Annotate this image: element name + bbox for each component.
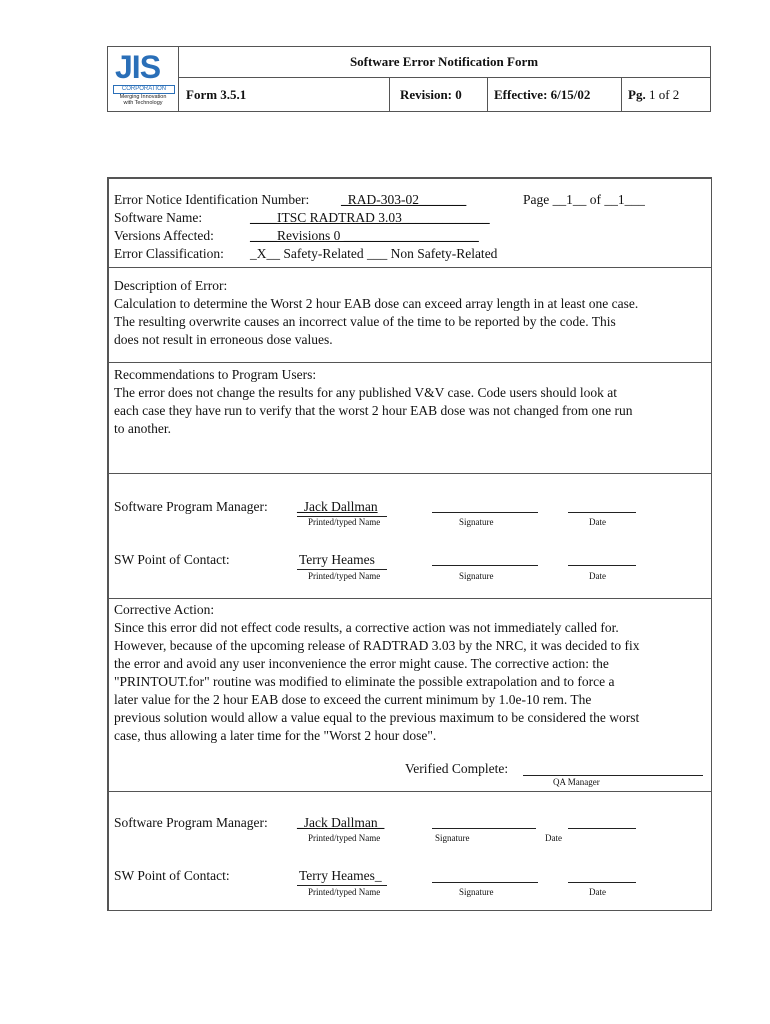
notice-id-label: Error Notice Identification Number: [114,192,310,207]
manager-date-line [568,828,636,829]
software-name-label: Software Name: [114,210,203,225]
form-header [107,46,711,112]
manager-signature-line [432,828,536,829]
corrective-line: "PRINTOUT.for" routine was modified to eliminate the possible extrapolation and to force a [114,674,615,689]
contact-name-line [297,569,387,570]
corrective-heading: Corrective Action: [114,602,215,617]
classification-label: Error Classification: [114,246,224,261]
description-line: does not result in erroneous dose values. [114,332,333,347]
recommendations-heading: Recommendations to Program Users: [114,367,317,382]
corrective-section [109,599,711,792]
manager-name: _Jack Dallman [297,499,378,514]
error-notification-form [107,177,712,911]
page-of-pages: Page __1__ of __1___ [523,192,645,207]
contact-signature-line [432,882,538,883]
corrective-line: case, thus allowing a later time for the "Worst 2 hour dose". [114,728,437,743]
recommendations-line: The error does not change the results for any published V&V case. Code users should look at [114,385,618,400]
page-count [622,78,710,111]
printed-name-caption: Printed/typed Name [308,887,381,897]
date-caption: Date [589,571,606,581]
contact-label: SW Point of Contact: [114,552,230,567]
recommendations-text [114,366,706,438]
description-line: The resulting overwrite causes an incorrect value of the time to be reported by the code. This [114,314,616,329]
signature-caption: Signature [435,833,470,843]
form-number: Form 3.5.1 [178,78,390,111]
versions-value: ____Revisions 0 ____________________ [250,228,479,243]
recommendations-line: to another. [114,421,171,436]
corrective-line: later value for the 2 hour EAB dose to exceed the current minimum by 1.0e-10 rem. The [114,692,592,707]
manager-label: Software Program Manager: [114,815,268,830]
description-line: Calculation to determine the Worst 2 hour EAB dose can exceed array length in at least one case. [114,296,639,311]
logo-tagline [113,94,173,106]
signature-caption: Signature [459,517,494,527]
date-caption: Date [545,833,562,843]
signoff-section-2 [109,792,711,909]
manager-date-line [568,512,636,513]
notice-id-value: _RAD-303-02_______ [341,192,467,207]
qa-manager-caption: QA Manager [553,777,600,787]
logo-cell [108,47,179,111]
corrective-line: the error and avoid any user inconvenience the error might cause. The corrective action: the [114,656,609,671]
software-name-value: ____ITSC RADTRAD 3.03_____________ [250,210,490,225]
corrective-line: previous solution would allow a value equal to the previous maximum to be considered the worst [114,710,640,725]
contact-date-line [568,565,636,566]
classification-value: _X__ Safety-Related ___ Non Safety-Related [250,246,498,261]
contact-name: Terry Heames_ [299,868,382,883]
signature-caption: Signature [459,571,494,581]
contact-name-line [297,885,387,886]
signature-caption: Signature [459,887,494,897]
verified-signature-line [523,775,703,776]
printed-name-caption: Printed/typed Name [308,571,381,581]
page-label: Pg. [628,87,646,102]
identification-section [109,179,711,268]
revision: Revision: 0 [390,78,488,111]
recommendations-line: each case they have run to verify that the worst 2 hour EAB dose was not changed from one run [114,403,633,418]
contact-signature-line [432,565,538,566]
logo-tagline-1: Merging Innovation [119,94,167,100]
contact-label: SW Point of Contact: [114,868,230,883]
recommendations-section [109,363,711,474]
manager-label: Software Program Manager: [114,499,268,514]
effective-date: Effective: 6/15/02 [488,78,622,111]
description-text [114,277,706,349]
logo-tagline-2: with Technology [123,100,163,106]
description-section [109,268,711,363]
logo-corporation: CORPORATION [113,85,175,94]
corrective-line: However, because of the upcoming release of RADTRAD 3.03 by the NRC, it was decided to fix [114,638,640,653]
printed-name-caption: Printed/typed Name [308,833,381,843]
contact-date-line [568,882,636,883]
corrective-line: Since this error did not effect code results, a corrective action was not immediately called for. [114,620,619,635]
signoff-section-1 [109,474,711,599]
date-caption: Date [589,517,606,527]
date-caption: Date [589,887,606,897]
description-heading: Description of Error: [114,278,228,293]
versions-label: Versions Affected: [114,228,214,243]
manager-signature-line [432,512,538,513]
manager-name: _Jack Dallman_ [297,815,385,830]
contact-name: Terry Heames [299,552,375,567]
printed-name-caption: Printed/typed Name [308,517,381,527]
corrective-text [114,601,706,745]
page-value: 1 of 2 [648,87,680,102]
logo-letters: JIS [115,49,161,85]
verified-label: Verified Complete: [405,761,509,776]
form-title: Software Error Notification Form [178,47,710,78]
company-logo [113,51,173,107]
